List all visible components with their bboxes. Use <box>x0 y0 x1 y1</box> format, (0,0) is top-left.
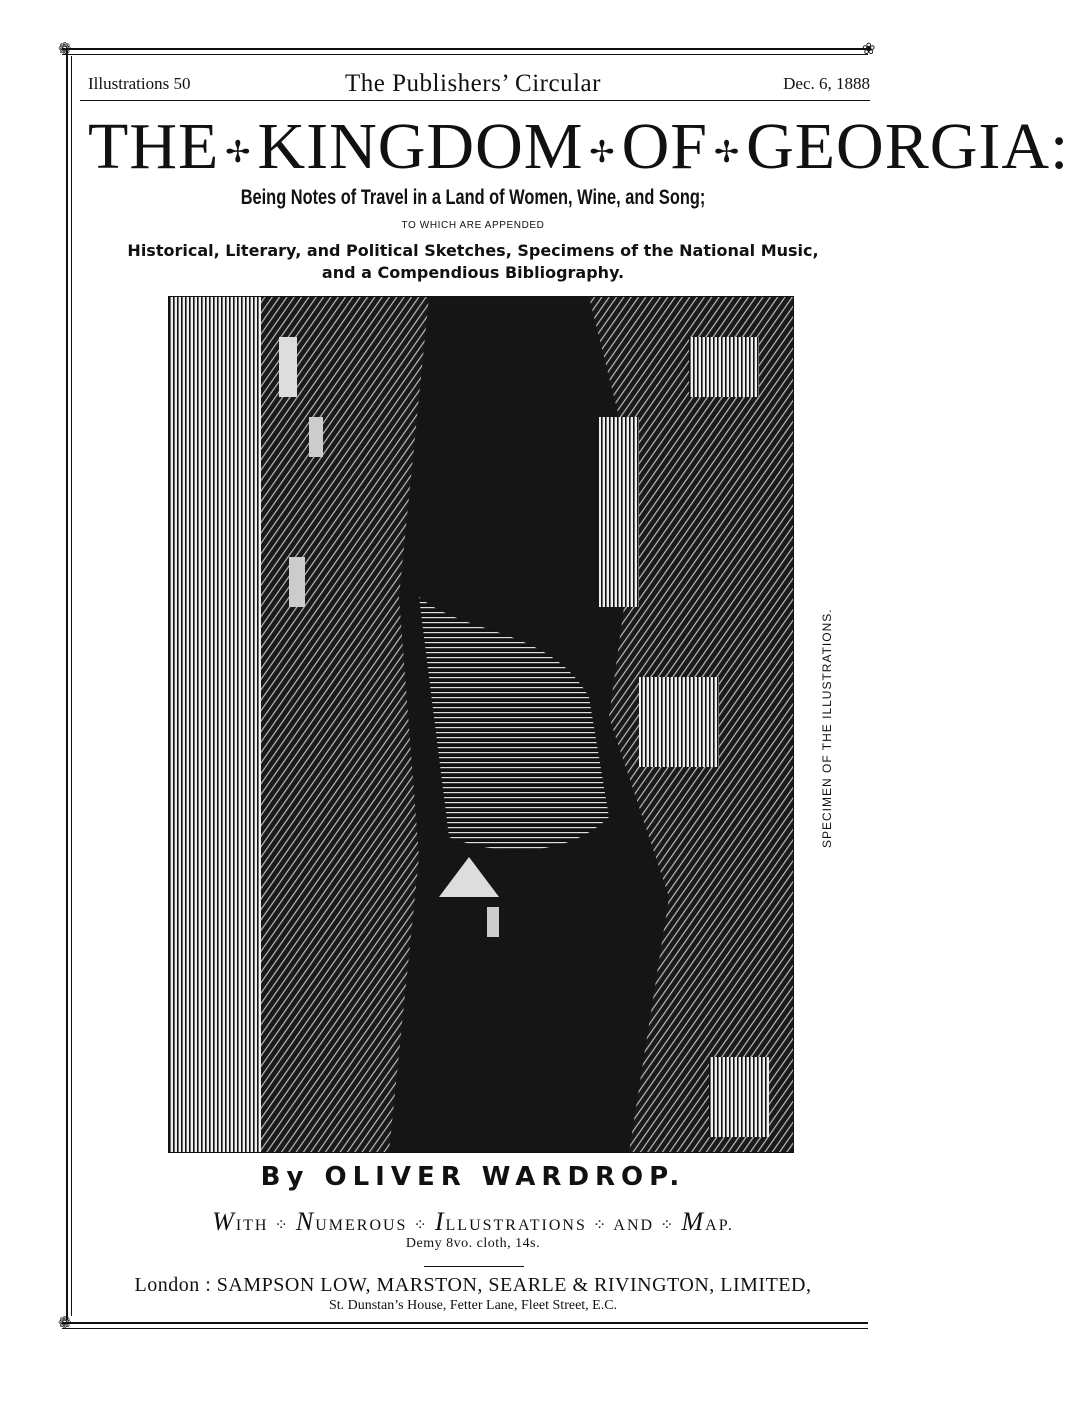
title-separator-icon: ✢ <box>713 135 741 169</box>
title-separator-icon: ✢ <box>225 135 252 169</box>
title-end-punctuation: : <box>1050 110 1069 183</box>
ornamental-word: ITH <box>235 1217 269 1234</box>
illustration-side-caption: SPECIMEN OF THE ILLUSTRATIONS. <box>820 608 834 848</box>
dot-separator-icon: ⁘ <box>592 1217 609 1234</box>
ornamental-word: LLUSTRATIONS <box>445 1217 587 1234</box>
short-divider <box>424 1266 524 1267</box>
header-journal-title: The Publishers’ Circular <box>345 70 601 97</box>
description-line: and a Compendious Bibliography. <box>321 263 625 282</box>
format-and-price: Demy 8vo. cloth, 14s. <box>405 1236 541 1251</box>
appended-note: TO WHICH ARE APPENDED <box>401 220 545 231</box>
header-illustrations-number: Illustrations 50 <box>88 74 191 93</box>
description-line: Historical, Literary, and Political Sketches, Specimens of the National Music, <box>127 241 819 260</box>
ornamental-capital: W <box>212 1207 236 1236</box>
ornamental-word: UMEROUS <box>315 1217 408 1234</box>
book-subtitle: Being Notes of Travel in a Land of Women, Wine, and Song; <box>240 186 706 209</box>
ornamental-capital: I <box>434 1207 446 1236</box>
bottom-border-rule-thin <box>62 1328 868 1329</box>
title-word: OF <box>621 110 708 183</box>
header-underline <box>80 100 870 101</box>
top-border-rule <box>62 48 868 50</box>
publisher-address: St. Dunstan’s House, Fetter Lane, Fleet Street, E.C. <box>328 1298 618 1313</box>
title-word: KINGDOM <box>257 110 584 183</box>
corner-ornament-icon: ❀ <box>862 41 876 58</box>
dot-separator-icon: ⁘ <box>413 1217 429 1234</box>
engraving-illustration <box>168 296 794 1153</box>
top-border-rule-thin <box>62 54 868 55</box>
city-view-engraving <box>169 297 793 1152</box>
title-word: GEORGIA <box>746 110 1051 183</box>
book-title <box>88 110 1069 188</box>
illustrations-line <box>0 1207 946 1237</box>
author-line: By OLIVER WARDROP. <box>260 1162 686 1192</box>
book-description <box>0 240 946 284</box>
dot-separator-icon: ⁘ <box>660 1217 676 1234</box>
ornamental-capital: M <box>681 1207 706 1236</box>
bottom-border-rule <box>62 1322 868 1324</box>
dot-separator-icon: ⁘ <box>274 1217 290 1234</box>
corner-ornament-icon: ❁ <box>58 41 72 58</box>
ornamental-capital: N <box>295 1207 316 1236</box>
publisher-line: London : SAMPSON LOW, MARSTON, SEARLE & RIVINGTON, LIMITED, <box>134 1274 812 1296</box>
header-date: Dec. 6, 1888 <box>783 74 870 93</box>
title-separator-icon: ✢ <box>589 135 616 169</box>
ornamental-word: AP. <box>705 1217 734 1234</box>
title-word: THE <box>88 110 220 183</box>
corner-ornament-icon: ❁ <box>58 1315 72 1332</box>
ornamental-word: AND <box>613 1217 655 1234</box>
